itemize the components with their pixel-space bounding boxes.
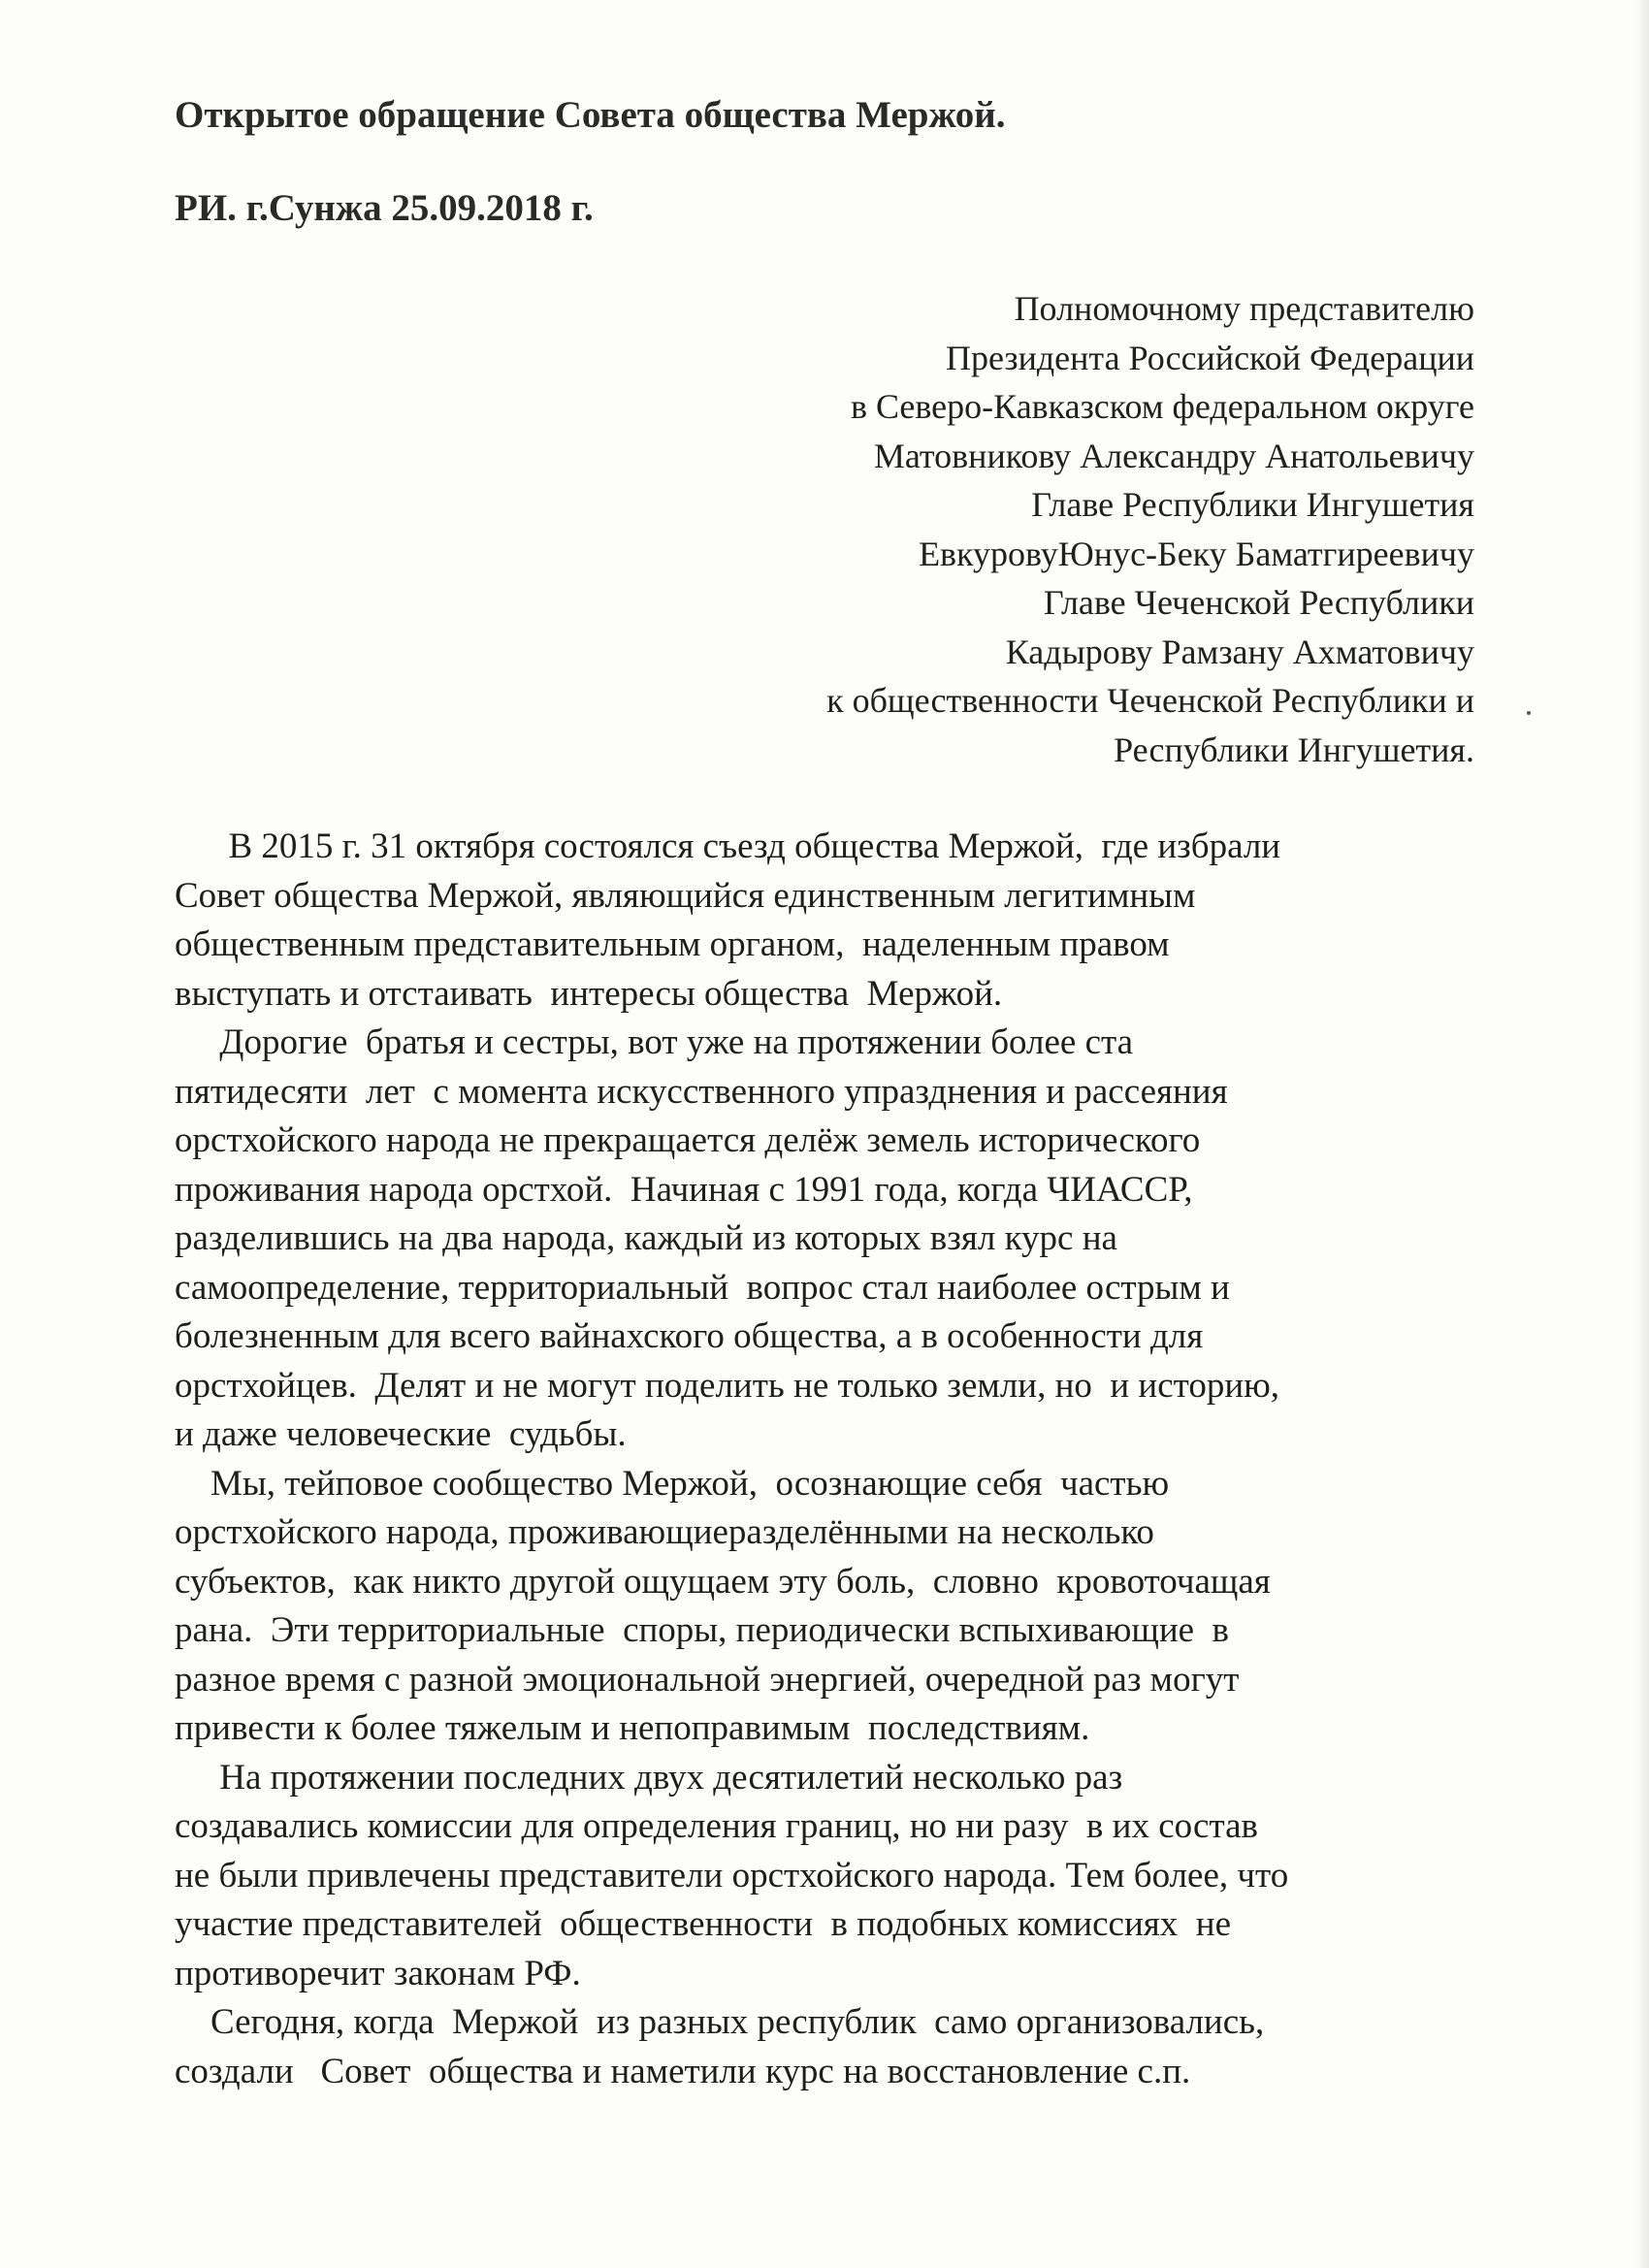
body-line: и даже человеческие судьбы. [175,1414,627,1454]
addressee-line: Главе Чеченской Республики [1043,583,1474,622]
body-line: На протяжении последних двух десятилетий несколько раз [175,1757,1123,1798]
place-date: РИ. г.Сунжа 25.09.2018 г. [175,187,594,229]
addressee-line: ЕвкуровуЮнус-Беку Баматгиреевичу [919,534,1474,573]
addressee-line: Полномочному представителю [1014,289,1474,328]
addressee-line: Главе Республики Ингушетия [1031,485,1474,524]
body-line: субъектов, как никто другой ощущаем эту боль, словно кровоточащая [175,1561,1271,1602]
body-line: создавались комиссии для определения границ, но ни разу в их состав [175,1806,1258,1846]
body-line: не были привлечены представители орстхойского народа. Тем более, что [175,1855,1289,1895]
addressee-line: к общественности Чеченской Республики и [826,681,1474,720]
body-line: рана. Эти территориальные споры, периодически вспыхивающие в [175,1610,1230,1650]
body-line: орстхойцев. Делят и не могут поделить не только земли, но и историю, [175,1365,1280,1406]
body-line: болезненным для всего вайнахского общества, а в особенности для [175,1316,1204,1356]
body-line: выступать и отстаивать интересы общества Мержой. [175,973,1003,1014]
addressee-line: Матовникову Александру Анатольевичу [873,436,1474,475]
addressee-line: Президента Российской Федерации [945,338,1474,377]
document-title: Открытое обращение Совета общества Мержой. [175,94,1006,136]
addressee-line: Кадырову Рамзану Ахматовичу [1005,632,1474,671]
body-line: В 2015 г. 31 октября состоялся съезд общества Мержой, где избрали [175,826,1281,866]
body-line: создали Совет общества и наметили курс на восстановление с.п. [175,2051,1191,2091]
body-line: разделившись на два народа, каждый из которых взял курс на [175,1218,1117,1258]
body-line: самоопределение, территориальный вопрос стал наиболее острым и [175,1267,1230,1308]
addressee-line: в Северо-Кавказском федеральном округе [850,387,1474,426]
body-line: орстхойского народа не прекращается делёж земель исторического [175,1120,1201,1160]
body-line: противоречит законам РФ. [175,1953,581,1993]
body-line: участие представителей общественности в подобных комиссиях не [175,1904,1232,1944]
body-line: пятидесяти лет с момента искусственного упразднения и рассеяния [175,1071,1228,1112]
page-edge-shadow [1635,0,1649,2268]
body-line: привести к более тяжелым и непоправимым последствиям. [175,1708,1090,1748]
letter-body [175,823,1474,2096]
body-line: Совет общества Мержой, являющийся единственным легитимным [175,875,1196,916]
body-line: орстхойского народа, проживающиеразделёнными на несколько [175,1512,1154,1552]
scan-speck [1527,711,1531,715]
body-line: проживания народа орстхой. Начиная с 1991 года, когда ЧИАССР, [175,1169,1193,1210]
addressee-line: Республики Ингушетия. [1114,729,1474,769]
body-line: Дорогие братья и сестры, вот уже на протяжении более ста [175,1022,1134,1062]
body-line: разное время с разной эмоциональной энергией, очередной раз могут [175,1659,1240,1700]
body-line: Сегодня, когда Мержой из разных республик само организовались, [175,2002,1265,2042]
body-line: общественным представительным органом, наделенным правом [175,924,1170,964]
body-line: Мы, тейповое сообщество Мержой, осознающие себя частью [175,1463,1170,1504]
addressee-block [504,284,1474,774]
